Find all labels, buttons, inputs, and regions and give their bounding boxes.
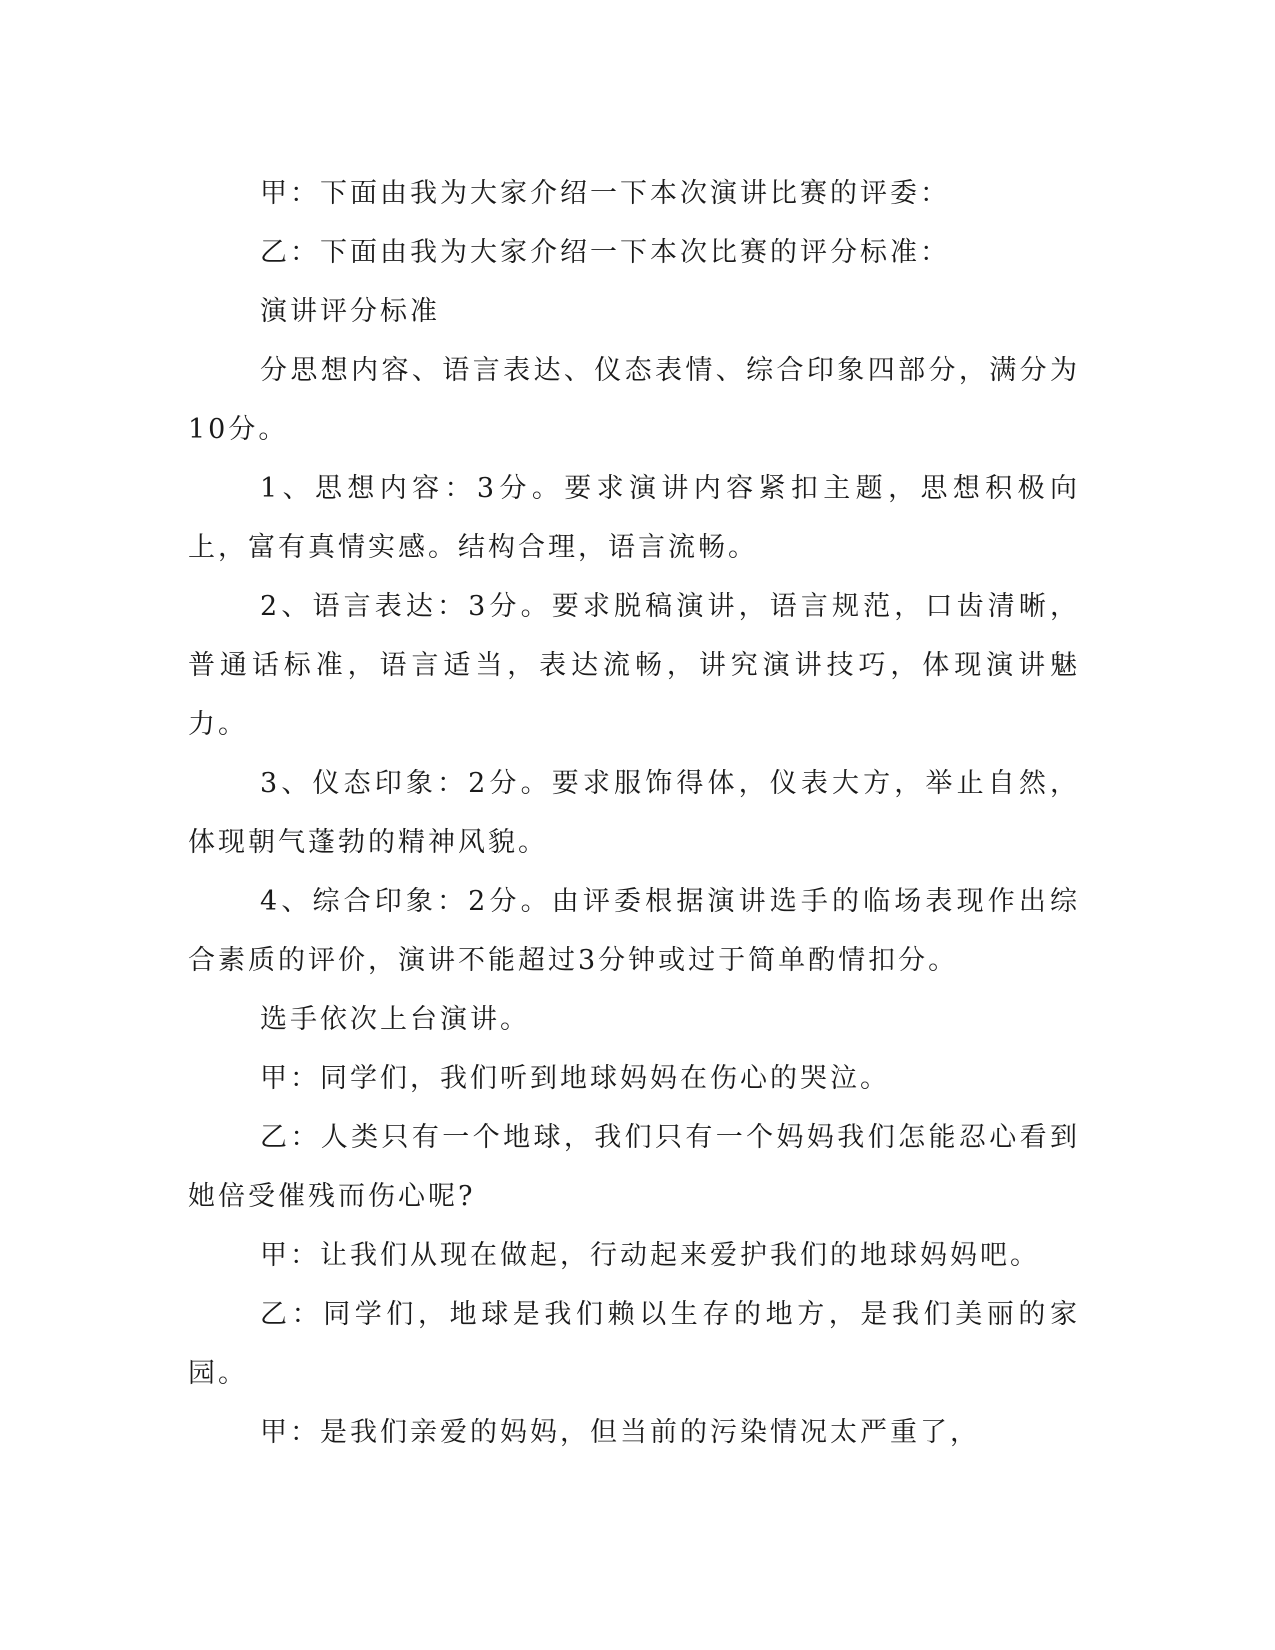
paragraph-scoring-intro: 乙：下面由我为大家介绍一下本次比赛的评分标准： [260,237,950,268]
paragraph-dialogue-5: 甲：是我们亲爱的妈妈，但当前的污染情况太严重了， [260,1417,980,1448]
paragraph-criterion-demeanor: 3、仪态印象：2分。要求服饰得体，仪表大方，举止自然，体现朝气蓬勃的精神风貌。 [188,768,1080,858]
paragraph-scoring-overview: 分思想内容、语言表达、仪态表情、综合印象四部分，满分为10分。 [188,355,1080,445]
paragraph-dialogue-3: 甲：让我们从现在做起，行动起来爱护我们的地球妈妈吧。 [260,1240,1040,1271]
paragraph-judges-intro: 甲：下面由我为大家介绍一下本次演讲比赛的评委： [260,178,950,209]
paragraph-dialogue-2: 乙：人类只有一个地球，我们只有一个妈妈我们怎能忍心看到她倍受催残而伤心呢? [188,1122,1080,1212]
paragraph-criterion-content: 1、思想内容：3分。要求演讲内容紧扣主题，思想积极向上，富有真情实感。结构合理，语言流畅。 [188,473,1080,563]
paragraph-criterion-language: 2、语言表达：3分。要求脱稿演讲，语言规范，口齿清晰，普通话标准，语言适当，表达流畅，讲究演讲技巧，体现演讲魅力。 [188,591,1080,740]
paragraph-contestants: 选手依次上台演讲。 [260,1004,530,1035]
paragraph-dialogue-4: 乙：同学们，地球是我们赖以生存的地方，是我们美丽的家园。 [188,1299,1080,1389]
paragraph-criterion-overall: 4、综合印象：2分。由评委根据演讲选手的临场表现作出综合素质的评价，演讲不能超过3分钟或过于简单酌情扣分。 [188,886,1080,976]
paragraph-scoring-heading: 演讲评分标准 [260,296,440,327]
paragraph-dialogue-1: 甲：同学们，我们听到地球妈妈在伤心的哭泣。 [260,1063,890,1094]
document-body [188,164,1080,1462]
